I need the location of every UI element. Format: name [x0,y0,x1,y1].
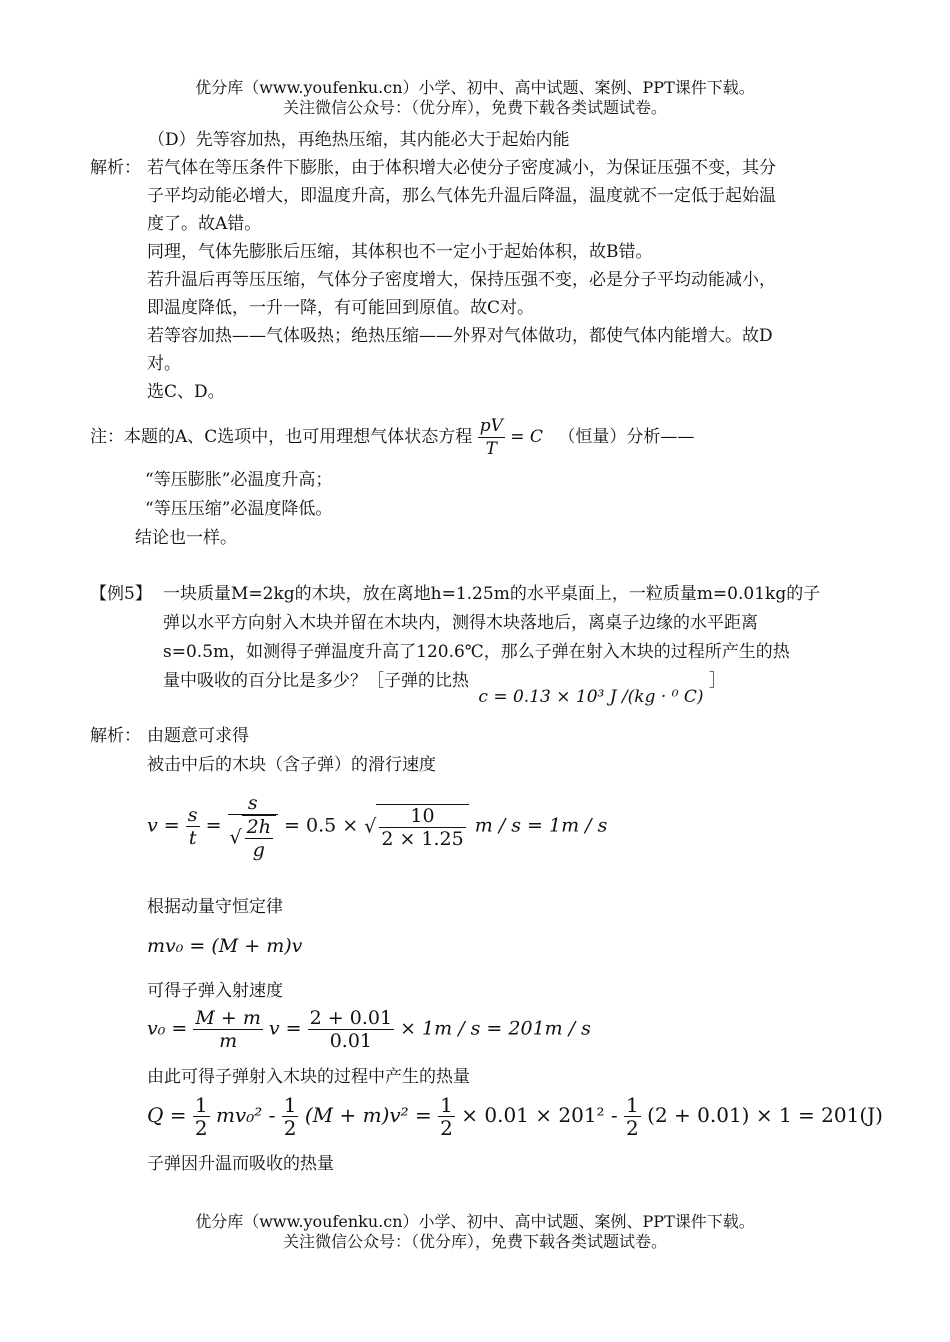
example-close-bracket: ］ [708,671,726,691]
gas-law-denominator: T [485,439,497,459]
analysis-line: 若等容加热——气体吸热；绝热压缩——外界对气体做功，都使气体内能增大。故D [147,326,773,346]
frac-den: g [252,839,265,861]
frac-num: 2 + 0.01 [309,1007,393,1029]
example-line: 一块质量M=2kg的木块，放在离地h=1.25m的水平桌面上，一粒质量m=0.01kg的子 [163,584,821,604]
analysis-line: 子平均动能必增大，即温度升高，那么气体先升温后降温，温度就不一定低于起始温 [147,186,776,206]
frac-den: 2 × 1.25 [381,827,464,850]
frac-den: 2 [626,1116,639,1140]
frac-num: s [187,804,198,826]
analysis-line: 对。 [147,354,181,374]
times-half: = 0.5 × [284,814,359,837]
one-half [282,1094,299,1139]
2h-over-g [245,816,273,861]
footer-line-1: 优分库（www.youfenku.cn）小学、初中、高中试题、案例、PPT课件下载。 [195,1212,755,1231]
analysis-line: 度了。故A错。 [147,214,262,234]
v0-lhs: v₀ = [147,1017,188,1040]
note-conclusion: 结论也一样。 [135,528,237,548]
header-line-2: 关注微信公众号：（优分库），免费下载各类试题试卷。 [282,98,667,117]
analysis-line: 若升温后再等压压缩，气体分子密度增大，保持压强不变，必是分子平均动能减小， [147,270,776,290]
frac-den: 2 [440,1116,453,1140]
heat-equation [147,1094,883,1139]
note-suffix: （恒量）分析—— [558,427,695,447]
velocity-equation [147,792,607,861]
note-line [90,412,694,462]
example-label: 【例5】 [90,584,152,604]
frac-num: 2h [246,816,271,838]
frac-den: m [219,1030,238,1052]
frac-den: 0.01 [329,1030,372,1052]
v0-equation [147,1007,591,1052]
q-term: mv₀² - [215,1103,276,1127]
q-result: (2 + 0.01) × 1 = 201(J) [647,1103,883,1127]
gas-law-numerator: pV [479,416,503,436]
10-over-2-125 [379,805,465,850]
analysis-line: 选C、D。 [147,382,225,402]
note-item: “等压压缩”必温度降低。 [145,499,333,519]
sqrt: √ $\frac{2h}{g}$ [230,815,276,861]
q-term: (M + m)v² = [304,1103,432,1127]
option-d: （D）先等容加热，再绝热压缩，其内能必大于起始内能 [148,130,570,150]
frac-num: 1 [626,1093,639,1117]
v0-result: × 1m / s = 201m / s [400,1017,591,1040]
s-over-sqrt [228,792,278,861]
frac-num: M + m [195,1007,261,1029]
analysis2-line: 子弹因升温而吸收的热量 [147,1154,334,1174]
example-line: s=0.5m，如测得子弹温度升高了120.6℃，那么子弹在射入木块的过程所产生的热 [163,642,790,662]
frac-num: 1 [283,1093,297,1117]
equals: = [205,814,222,837]
analysis2-line: 由此可得子弹射入木块的过程中产生的热量 [147,1067,470,1087]
frac-num: 10 [379,805,465,828]
frac-num: s [228,792,278,815]
example-text: 量中吸收的百分比是多少？［子弹的比热 [163,671,469,691]
gas-law-fraction [478,415,505,460]
frac-num: 1 [194,1093,208,1117]
frac-den [228,815,278,861]
analysis-line: 同理，气体先膨胀后压缩，其体积也不一定小于起始体积，故B错。 [147,242,653,262]
momentum-equation: mv₀ = (M + m)v [147,935,303,957]
header-line-1: 优分库（www.youfenku.cn）小学、初中、高中试题、案例、PPT课件下载。 [195,78,755,97]
page-footer [0,1212,950,1252]
frac-num: 1 [440,1093,453,1117]
note-item: “等压膨胀”必温度升高； [145,470,333,490]
one-half [193,1094,210,1139]
numeric-fraction [308,1007,394,1052]
note-prefix: 注：本题的A、C选项中，也可用理想气体状态方程 [90,427,473,447]
gas-law-rhs: = C [510,427,543,447]
v-lhs: v = [147,814,180,837]
analysis-line: 即温度降低，一升一降，有可能回到原值。故C对。 [147,298,535,318]
footer-line-2: 关注微信公众号：（优分库），免费下载各类试题试卷。 [282,1232,667,1251]
example-line [163,669,726,707]
analysis2-line: 根据动量守恒定律 [147,897,283,917]
analysis2-line: 可得子弹入射速度 [147,981,283,1001]
analysis2-line: 被击中后的木块（含子弹）的滑行速度 [147,755,436,775]
specific-heat-formula: c = 0.13 × 10³ J /(kg · ⁰ C) [478,687,704,707]
Mm-over-m [193,1007,262,1052]
v-equals: v = [268,1017,302,1040]
analysis-label: 解析： [90,158,141,178]
one-half [624,1094,641,1139]
frac-den: 2 [194,1116,208,1140]
q-lhs: Q = [147,1103,187,1127]
velocity-result: m / s = 1m / s [474,814,608,837]
analysis2-label: 解析： [90,726,141,746]
s-over-t [186,804,200,849]
sqrt: √ $\frac{10}{2 \times 1.25}$ [364,804,469,850]
page-header [0,78,950,118]
analysis-line: 若气体在等压条件下膨胀，由于体积增大必使分子密度减小，为保证压强不变，其分 [147,158,776,178]
frac-den: t [188,827,197,849]
example-line: 弹以水平方向射入木块并留在木块内，测得木块落地后，离桌子边缘的水平距离 [163,613,758,633]
analysis2-line: 由题意可求得 [147,726,249,746]
frac-den: 2 [283,1116,297,1140]
one-half [438,1094,455,1139]
q-term: × 0.01 × 201² - [461,1103,618,1127]
